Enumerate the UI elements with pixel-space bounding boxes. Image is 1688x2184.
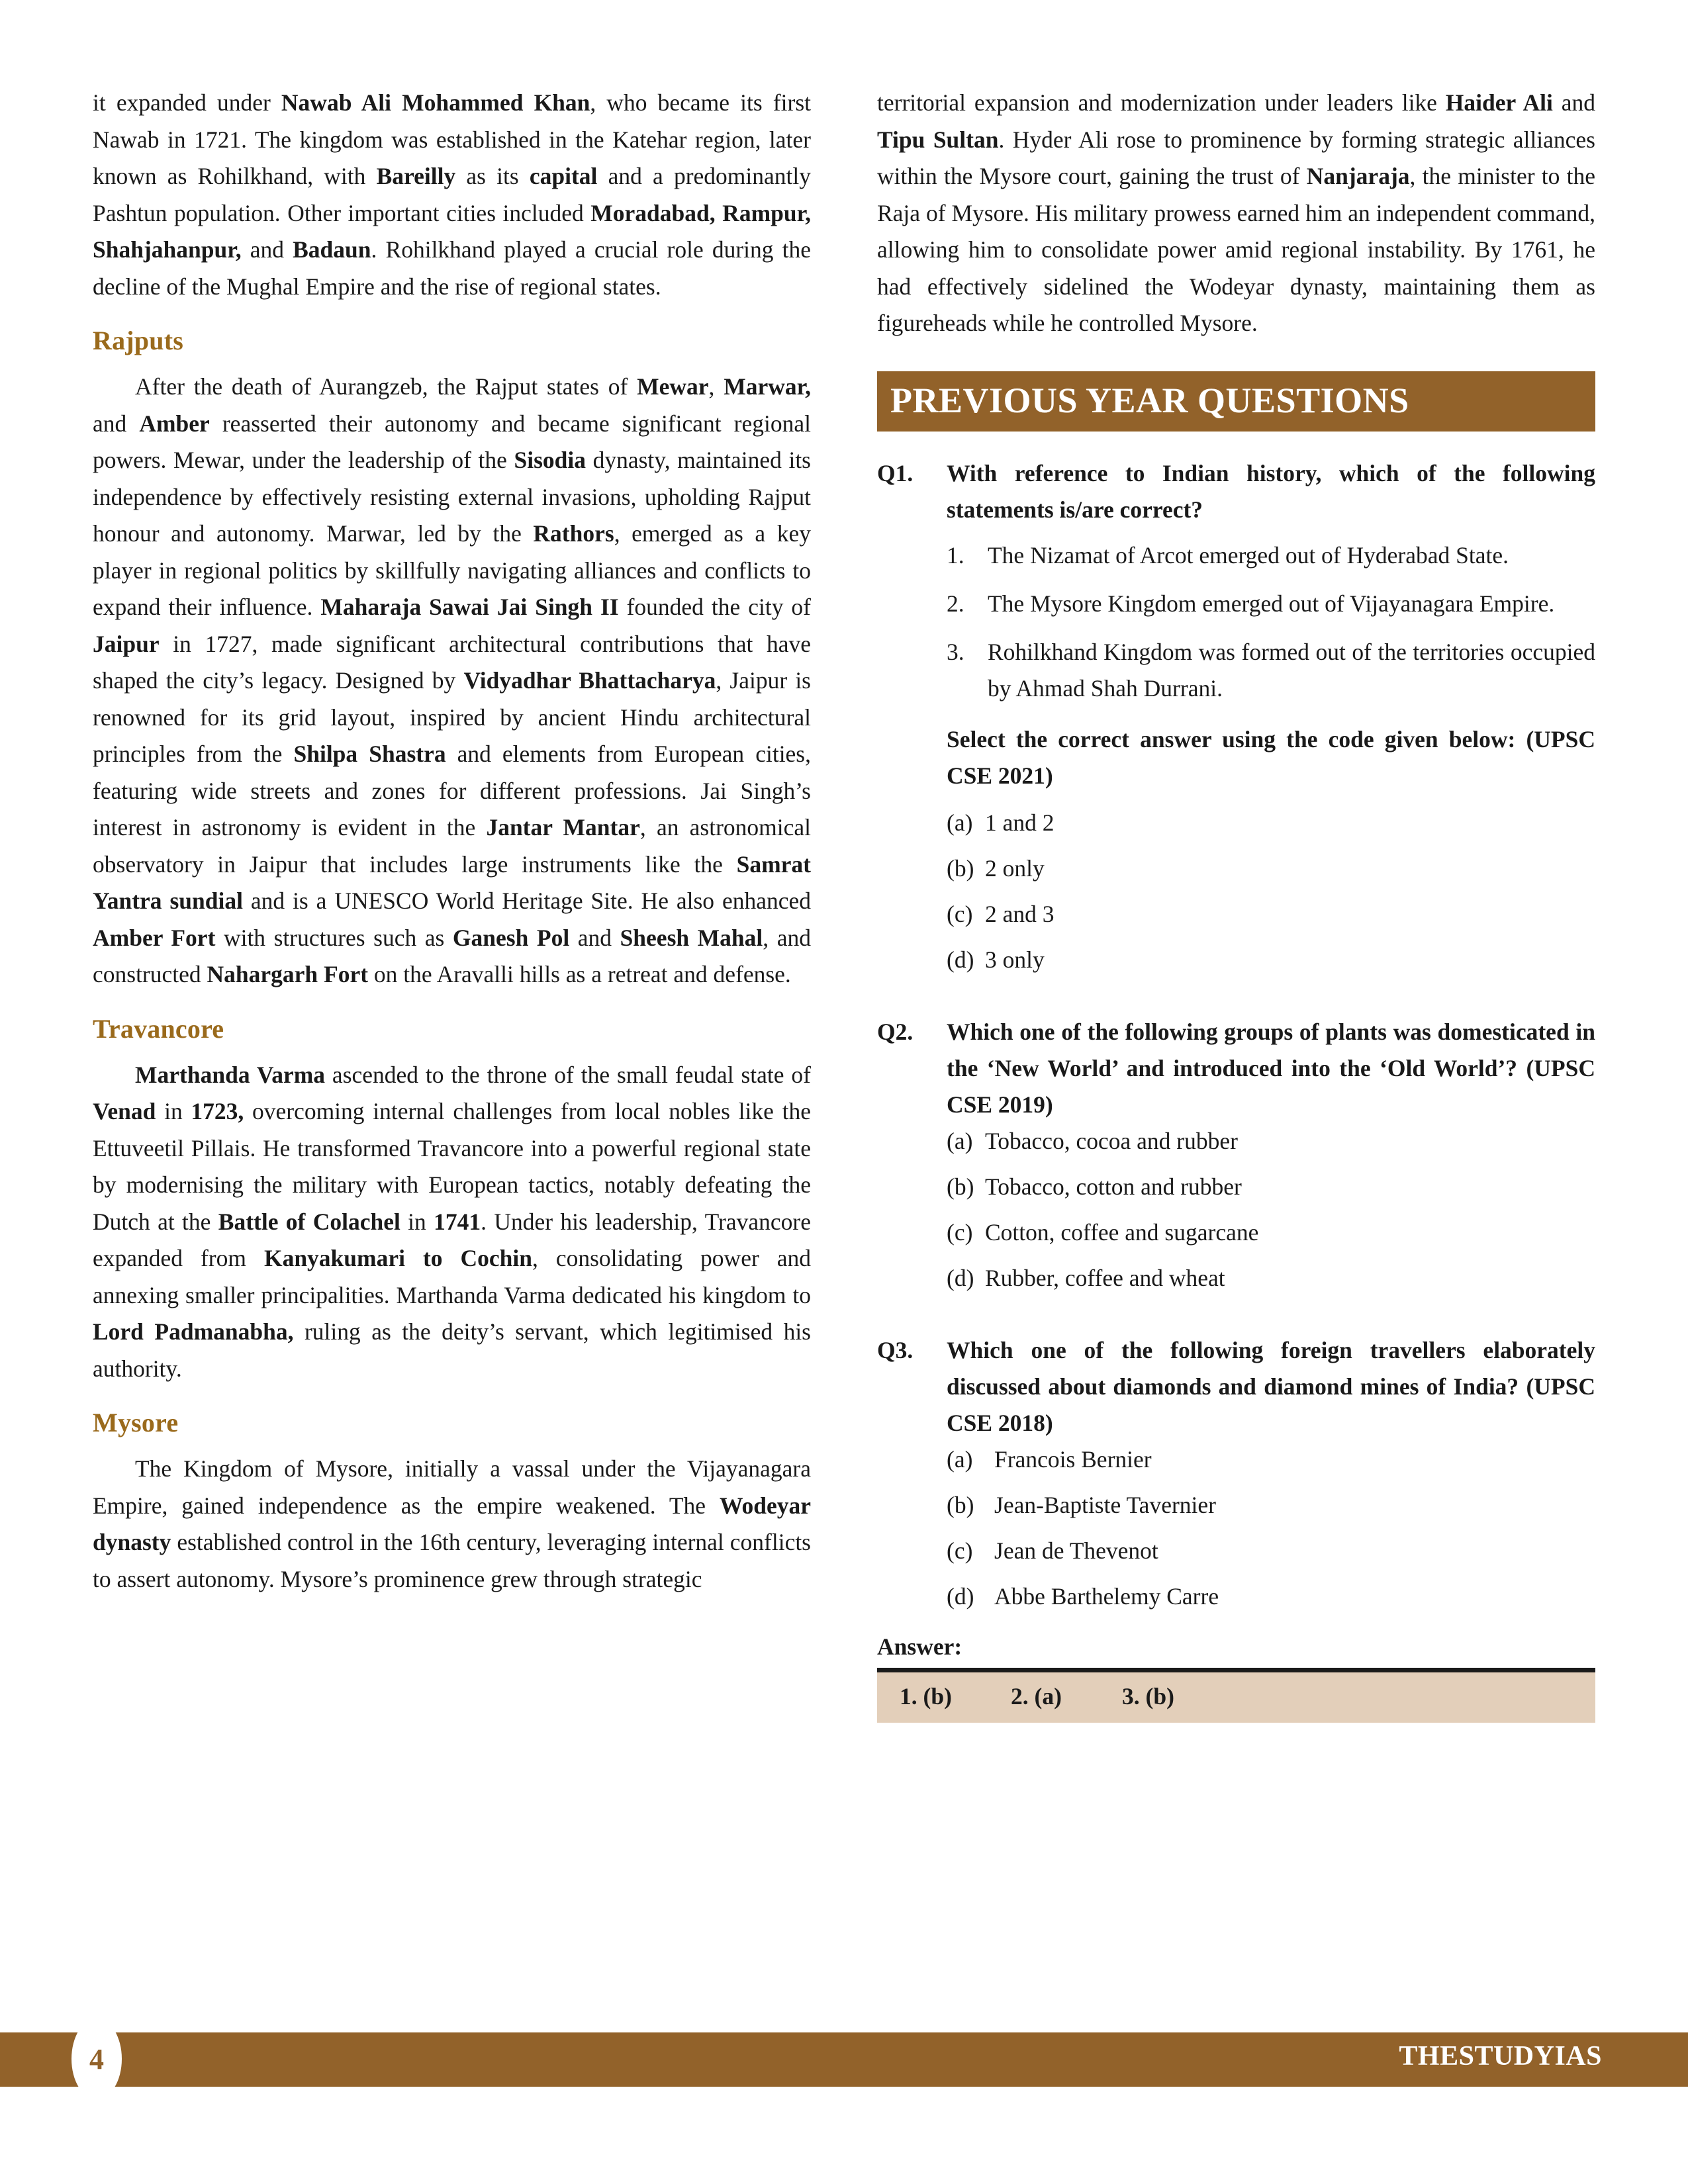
question-block: [877, 1332, 1595, 1615]
section-rajputs: [93, 325, 811, 993]
option-text: Tobacco, cotton and rubber: [985, 1173, 1242, 1200]
previous-year-questions-banner: PREVIOUS YEAR QUESTIONS: [877, 371, 1595, 432]
left-column: [93, 85, 811, 1978]
option-key: (d): [947, 1582, 974, 1610]
option-key: (b): [947, 1173, 974, 1200]
option-key: (d): [947, 1264, 974, 1291]
question-heading-row: [877, 455, 1595, 528]
statement-list: [877, 537, 1595, 707]
question-spacer: [877, 987, 1595, 1010]
option-key: (a): [947, 1127, 973, 1154]
question-text: Which one of the following groups of plants was domesticated in the ‘New World’ and introduced into the ‘Old World’? (UPSC CSE 2019): [947, 1018, 1595, 1118]
paragraph-mysore-continued: territorial expansion and modernization under leaders like Haider Ali and Tipu Sultan. Hyder Ali rose to prominence by forming strategic alliances within the Mysore court, gaining the trust of Nanjaraja, the minister to the Raja of Mysore. His military prowess earned him an independent command, allowing him to consolidate power amid regional instability. By 1761, he had effectively sidelined the Wodeyar dynasty, maintaining them as figureheads while he controlled Mysore.: [877, 89, 1595, 336]
option-item[interactable]: [947, 1260, 1595, 1297]
option-item[interactable]: [947, 942, 1595, 978]
option-item[interactable]: [947, 1441, 1595, 1478]
heading-travancore: Travancore: [93, 1013, 224, 1044]
option-key: (d): [947, 946, 974, 973]
option-item[interactable]: [947, 1487, 1595, 1524]
option-item[interactable]: [947, 1169, 1595, 1205]
questions-list: [877, 455, 1595, 1615]
question-number: Q1.: [877, 459, 914, 486]
statement-number: 3.: [947, 638, 964, 665]
heading-rajputs: Rajputs: [93, 326, 183, 355]
option-key: (b): [947, 1491, 974, 1518]
paragraph-mysore: The Kingdom of Mysore, initially a vassal under the Vijayanagara Empire, gained independence as the empire weakened. The Wodeyar dynasty established control in the 16th century, leveraging internal conflicts to assert autonomy. Mysore’s prominence grew through strategic: [93, 1455, 811, 1592]
option-key: (c): [947, 1218, 973, 1246]
question-text: Which one of the following foreign travellers elaborately discussed about diamonds and diamond mines of India? (UPSC CSE 2018): [947, 1336, 1595, 1436]
select-answer-instruction: Select the correct answer using the code given below: (UPSC CSE 2021): [947, 725, 1595, 789]
option-item[interactable]: [947, 805, 1595, 841]
question-heading-row: [877, 1014, 1595, 1123]
section-travancore: [93, 1013, 811, 1388]
option-text: 2 only: [985, 854, 1045, 882]
statement-text: Rohilkhand Kingdom was formed out of the territories occupied by Ahmad Shah Durrani.: [988, 638, 1595, 702]
question-number: Q3.: [877, 1336, 914, 1363]
heading-mysore: Mysore: [93, 1408, 179, 1437]
statement-item: [877, 586, 1595, 622]
statement-item: [877, 634, 1595, 707]
question-block: [877, 455, 1595, 1010]
page-number-badge: 4: [71, 2019, 122, 2099]
option-item[interactable]: [947, 1214, 1595, 1251]
two-column-layout: [93, 85, 1595, 1978]
option-text: Jean de Thevenot: [994, 1537, 1158, 1564]
option-item[interactable]: [947, 896, 1595, 933]
section-mysore: [93, 1407, 811, 1598]
option-text: Francois Bernier: [994, 1445, 1152, 1473]
option-key: (b): [947, 854, 974, 882]
statement-number: 2.: [947, 590, 964, 617]
question-spacer: [877, 1306, 1595, 1328]
option-list: [947, 1441, 1595, 1615]
option-text: Abbe Barthelemy Carre: [994, 1582, 1219, 1610]
option-list: [947, 805, 1595, 978]
statement-text: The Mysore Kingdom emerged out of Vijayanagara Empire.: [988, 590, 1555, 617]
option-item[interactable]: [947, 850, 1595, 887]
option-key: (c): [947, 900, 973, 927]
answer-cell: 1. (b): [900, 1682, 952, 1709]
statement-text: The Nizamat of Arcot emerged out of Hyderabad State.: [988, 541, 1509, 569]
option-text: Cotton, coffee and sugarcane: [985, 1218, 1259, 1246]
answer-cell: 3. (b): [1122, 1682, 1174, 1709]
option-text: Tobacco, cocoa and rubber: [985, 1127, 1238, 1154]
answer-cell: 2. (a): [1011, 1682, 1062, 1709]
option-text: Jean-Baptiste Tavernier: [994, 1491, 1216, 1518]
option-item[interactable]: [947, 1578, 1595, 1615]
option-text: Rubber, coffee and wheat: [985, 1264, 1225, 1291]
brand-logo-text: THESTUDYIAS: [1399, 2041, 1602, 2071]
question-block: [877, 1014, 1595, 1328]
paragraph-rajputs: After the death of Aurangzeb, the Rajput states of Mewar, Marwar, and Amber reasserted their autonomy and became significant regional powers. Mewar, under the leadership of the Sisodia dynasty, maintained its independence by effectively resisting external invasions, upholding Rajput honour and autonomy. Marwar, led by the Rathors, emerged as a key player in regional politics by skillfully navigating alliances and conflicts to expand their influence. Maharaja Sawai Jai Singh II founded the city of Jaipur in 1727, made significant architectural contributions that have shaped the city’s legacy. Designed by Vidyadhar Bhattacharya, Jaipur is renowned for its grid layout, inspired by ancient Hindu architectural principles from the Shilpa Shastra and elements from European cities, featuring wide streets and zones for different professions. Jai Singh’s interest in astronomy is evident in the Jantar Mantar, an astronomical observatory in Jaipur that includes large instruments like the Samrat Yantra sundial and is a UNESCO World Heritage Site. He also enhanced Amber Fort with structures such as Ganesh Pol and Sheesh Mahal, and constructed Nahargarh Fort on the Aravalli hills as a retreat and defense.: [93, 373, 812, 987]
option-item[interactable]: [947, 1533, 1595, 1569]
question-heading-row: [877, 1332, 1595, 1441]
answer-key-box: [877, 1668, 1595, 1723]
right-column: [877, 85, 1595, 1978]
option-key: (a): [947, 809, 973, 836]
question-number: Q2.: [877, 1018, 914, 1045]
option-item[interactable]: [947, 1123, 1595, 1160]
option-text: 1 and 2: [985, 809, 1055, 836]
paragraph-rohilkhand-continued: it expanded under Nawab Ali Mohammed Khan, who became its first Nawab in 1721. The kingdom was established in the Katehar region, later known as Rohilkhand, with Bareilly as its capital and a predominantly Pashtun population. Other important cities included Moradabad, Rampur, Shahjahanpur, and Badaun. Rohilkhand played a crucial role during the decline of the Mughal Empire and the rise of regional states.: [93, 89, 812, 300]
option-key: (c): [947, 1537, 973, 1564]
option-key: (a): [947, 1445, 973, 1473]
option-list: [947, 1123, 1595, 1297]
option-text: 3 only: [985, 946, 1045, 973]
option-text: 2 and 3: [985, 900, 1055, 927]
statement-item: [877, 537, 1595, 574]
question-text: With reference to Indian history, which of the following statements is/are correct?: [947, 459, 1595, 523]
statement-number: 1.: [947, 541, 964, 569]
paragraph-travancore: Marthanda Varma ascended to the throne of the small feudal state of Venad in 1723, overcoming internal challenges from local nobles like the Ettuveetil Pillais. He transformed Travancore into a powerful regional state by modernising the military with European tactics, notably defeating the Dutch at the Battle of Colachel in 1741. Under his leadership, Travancore expanded from Kanyakumari to Cochin, consolidating power and annexing smaller principalities. Marthanda Varma dedicated his kingdom to Lord Padmanabha, ruling as the deity’s servant, which legitimised his authority.: [93, 1061, 811, 1382]
answer-label: Answer:: [877, 1633, 962, 1660]
